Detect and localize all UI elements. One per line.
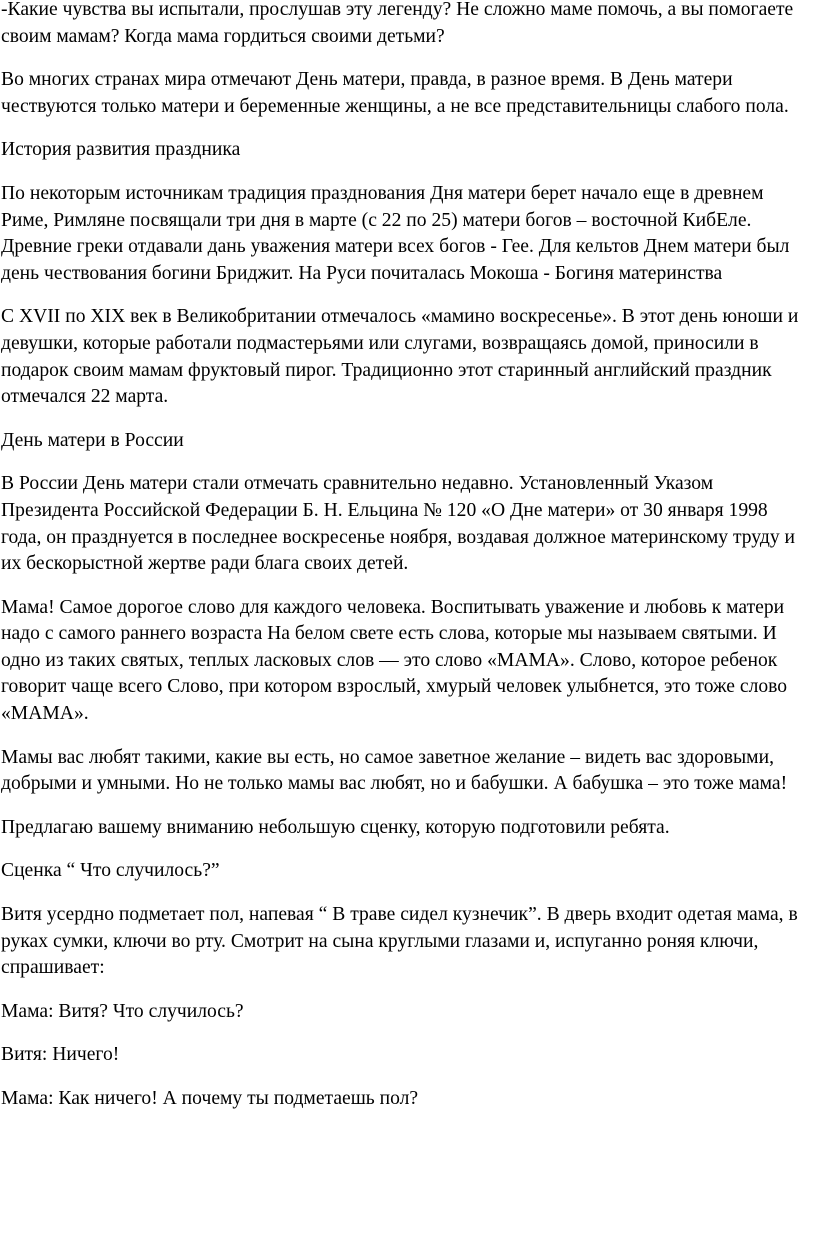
scene-title: Сценка “ Что случилось?” [1,860,220,882]
paragraph-scene-intro: Предлагаю вашему вниманию небольшую сценку, которую подготовили ребята. [1,816,670,838]
paragraph-word-mama: Мама! Самое дорогое слово для каждого человека. Воспитывать уважение и любовь к матери надо с самого раннего возраста На белом свете есть слова, которые мы называем святыми. И одно из таких святых, теплых ласковых слов — это слово «МАМА». Слово, которое ребенок говорит чаще всего Слово, при котором взрослый, хмурый человек улыбнется, это тоже слово «МАМА». [1,596,788,725]
dialogue-line-mama-1: Мама: Витя? Что случилось? [1,1000,244,1022]
dialogue-line-vitya-1: Витя: Ничего! [1,1044,120,1066]
paragraph-britain-mothering-sunday: С XVII по XIX век в Великобритании отмечалось «мамино воскресенье». В этот день юноши и девушки, которые работали подмастерьями или слугами, возвращаясь домой, приносили в подарок своим мамам фруктовый пирог. Традиционно этот старинный английский праздник отмечался 22 марта. [1,306,799,408]
scene-stage-direction: Витя усердно подметает пол, напевая “ В траве сидел кузнечик”. В дверь входит одетая мама, в руках сумки, ключи во рту. Смотрит на сына круглыми глазами и, испуганно роняя ключи, спрашивает: [1,904,798,979]
paragraph-ancient-traditions: По некоторым источникам традиция празднования Дня матери берет начало еще в древнем Риме, Римляне посвящали три дня в марте (с 22 по 25) матери богов – восточной КибЕле. Древние греки отдавали дань уважения матери всех богов - Гее. Для кельтов Днем матери был день чествования богини Бриджит. На Руси почиталась Мокоша - Богиня материнства [1,182,790,284]
paragraph-russia-decree: В России День матери стали отмечать сравнительно недавно. Установленный Указом Президента Российской Федерации Б. Н. Ельцина № 120 «О Дне матери» от 30 января 1998 года, он празднуется в последнее воскресенье ноября, воздавая должное материнскому труду и их бескорыстной жертве ради блага своих детей. [1,473,795,575]
paragraph-mothers-day-worldwide: Во многих странах мира отмечают День матери, правда, в разное время. В День матери чествуются только матери и беременные женщины, а не все представительницы слабого пола. [1,69,789,117]
dialogue-line-mama-2: Мама: Как ничего! А почему ты подметаешь пол? [1,1088,419,1109]
paragraph-mothers-love: Мамы вас любят такими, какие вы есть, но самое заветное желание – видеть вас здоровыми, добрыми и умными. Но не только мамы вас любят, но и бабушки. А бабушка – это тоже мама! [1,746,788,795]
heading-holiday-history: История развития праздника [1,139,241,161]
heading-mothers-day-russia: День матери в России [1,429,184,451]
paragraph-questions: -Какие чувства вы испытали, прослушав эту легенду? Не сложно маме помочь, а вы помогаете своим мамам? Когда мама гордиться своими детьми? [1,0,794,47]
